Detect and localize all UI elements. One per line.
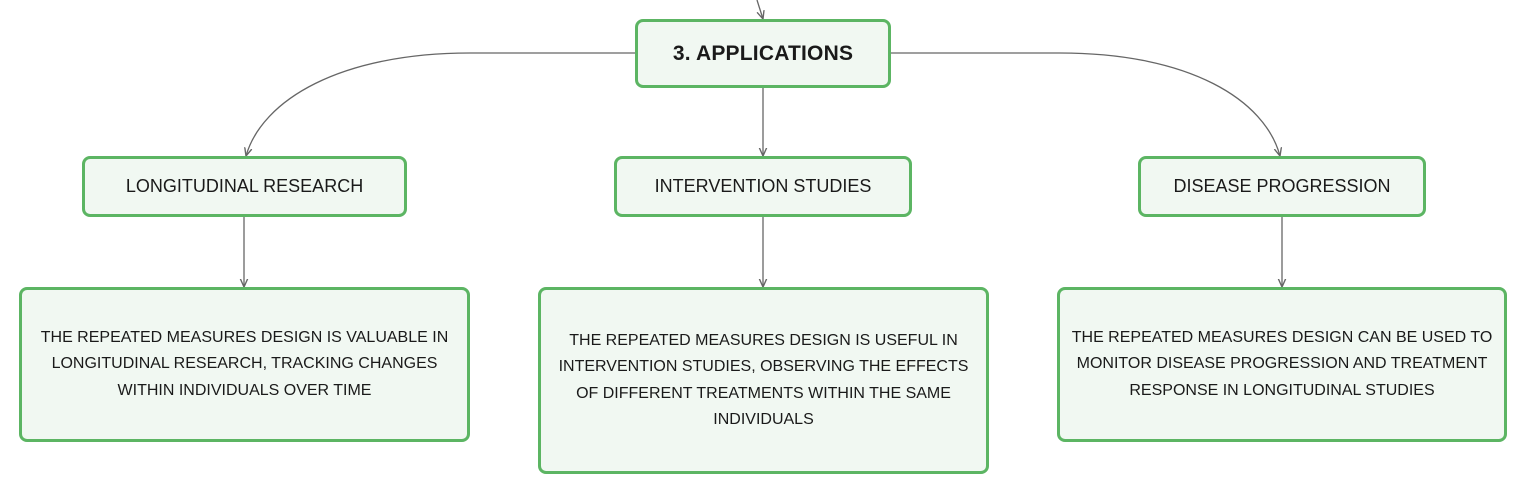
description-node-intervention-studies[interactable] bbox=[538, 287, 989, 474]
topic-node-intervention-studies[interactable] bbox=[614, 156, 912, 217]
description-text: THE REPEATED MEASURES DESIGN IS USEFUL IN INTERVENTION STUDIES, OBSERVING THE EFFECTS OF DIFFERENT TREATMENTS WITHIN THE SAME INDIVIDUALS bbox=[558, 331, 969, 428]
root-node-label: 3. APPLICATIONS bbox=[672, 41, 854, 65]
topic-node-disease-progression[interactable] bbox=[1138, 156, 1426, 217]
description-text: THE REPEATED MEASURES DESIGN CAN BE USED TO MONITOR DISEASE PROGRESSION AND TREATMENT RESPONSE IN LONGITUDINAL STUDIES bbox=[1071, 328, 1493, 399]
root-node-applications[interactable] bbox=[635, 19, 891, 88]
topic-node-label: INTERVENTION STUDIES bbox=[654, 176, 872, 196]
description-text: THE REPEATED MEASURES DESIGN IS VALUABLE IN LONGITUDINAL RESEARCH, TRACKING CHANGES WITHIN INDIVIDUALS OVER TIME bbox=[40, 328, 449, 399]
description-node-disease-progression[interactable] bbox=[1057, 287, 1507, 442]
connector-root-to-topic-1 bbox=[246, 53, 635, 156]
connector-root-to-topic-3 bbox=[891, 53, 1280, 156]
incoming-connector bbox=[757, 0, 763, 19]
topic-node-longitudinal-research[interactable] bbox=[82, 156, 407, 217]
description-node-longitudinal-research[interactable] bbox=[19, 287, 470, 442]
topic-node-label: DISEASE PROGRESSION bbox=[1173, 176, 1391, 196]
topic-node-label: LONGITUDINAL RESEARCH bbox=[125, 176, 364, 196]
